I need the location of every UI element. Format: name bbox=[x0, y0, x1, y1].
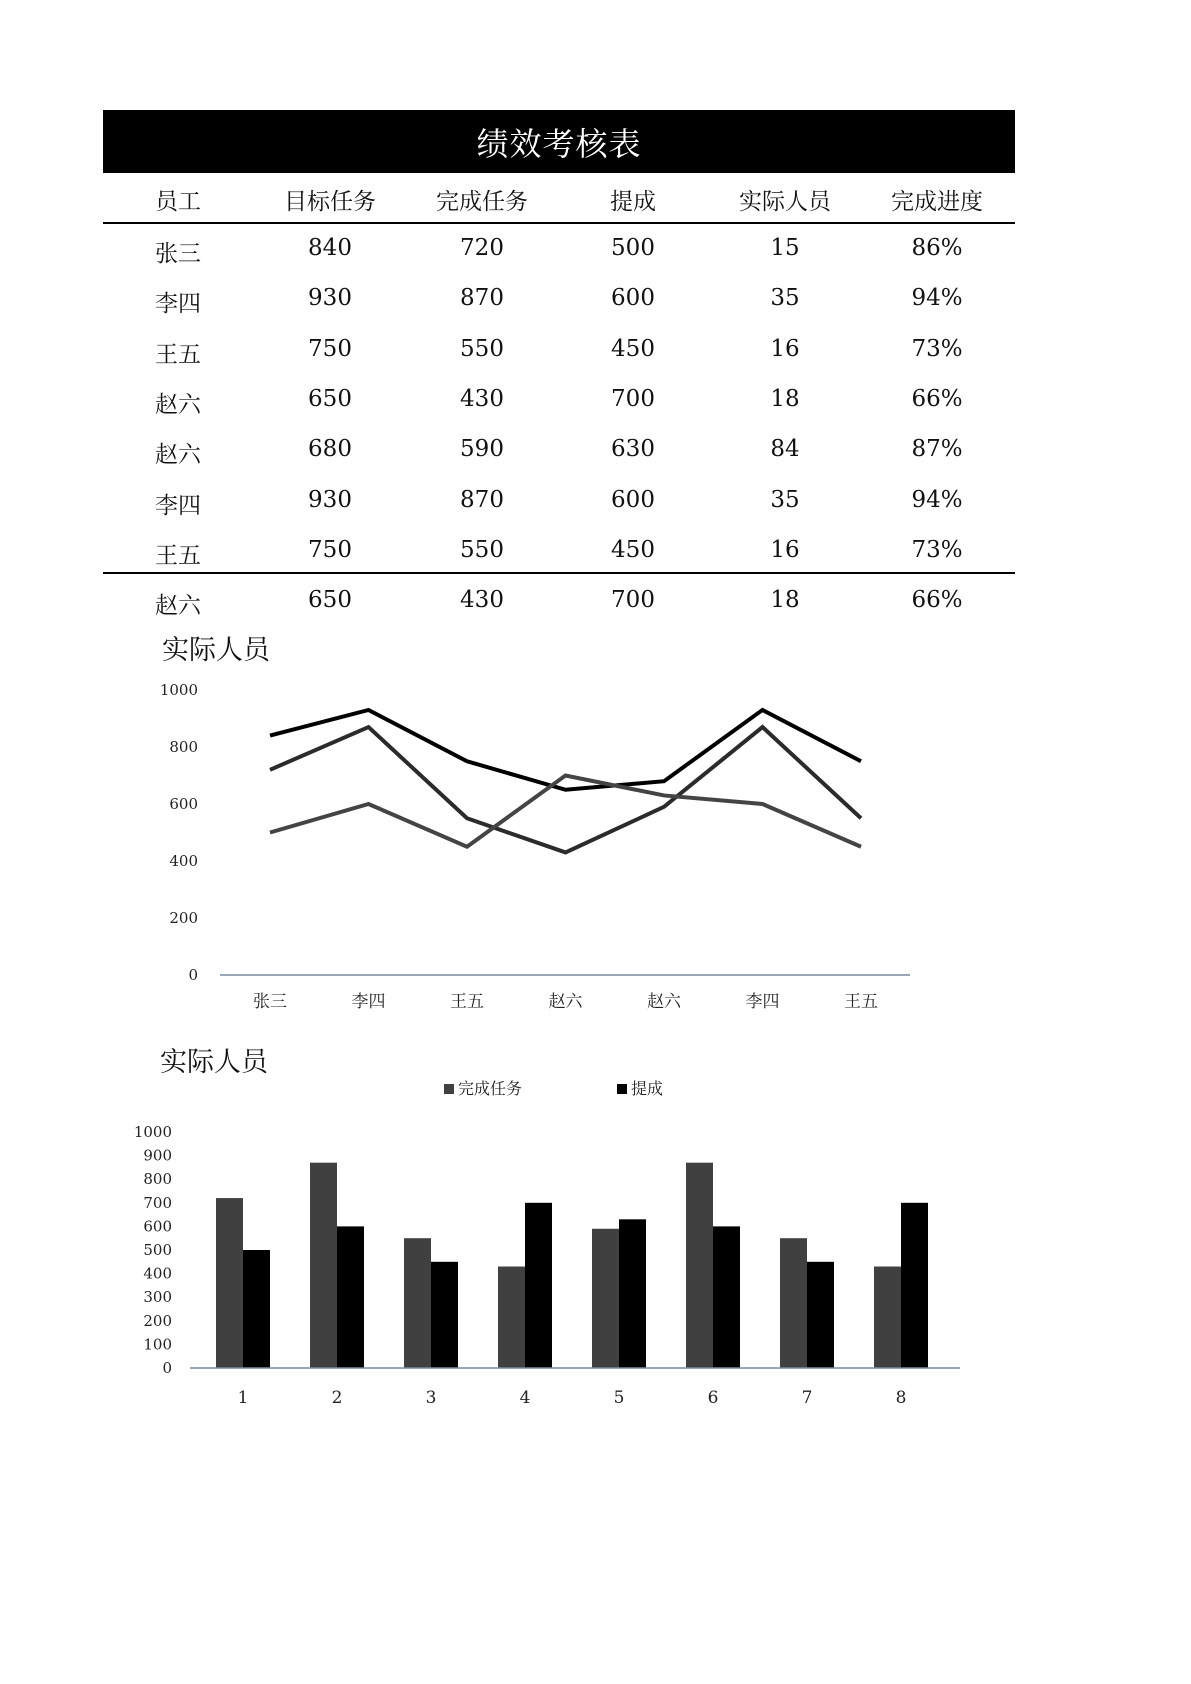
table-cell: 750 bbox=[308, 335, 352, 362]
bar-commission bbox=[431, 1262, 458, 1368]
bar-commission bbox=[337, 1226, 364, 1368]
table-cell: 35 bbox=[770, 285, 800, 312]
x-tick-label: 7 bbox=[801, 1388, 813, 1408]
table-header-cell: 提成 bbox=[610, 189, 656, 215]
table-row bbox=[103, 376, 1015, 426]
y-tick-label: 1000 bbox=[133, 1123, 172, 1141]
table-cell: 430 bbox=[460, 587, 504, 614]
table-cell: 930 bbox=[308, 285, 352, 312]
y-tick-label: 800 bbox=[169, 738, 198, 756]
bar-chart-legend bbox=[444, 1079, 663, 1098]
table-cell: 73% bbox=[911, 335, 963, 362]
x-tick-label: 赵六 bbox=[548, 992, 583, 1012]
x-tick-label: 2 bbox=[331, 1388, 343, 1408]
y-tick-label: 500 bbox=[143, 1241, 172, 1259]
bar-commission bbox=[713, 1226, 740, 1368]
table-cell: 930 bbox=[308, 486, 352, 513]
x-tick-label: 1 bbox=[237, 1388, 249, 1408]
bar-completed bbox=[780, 1238, 807, 1368]
y-tick-label: 700 bbox=[143, 1193, 172, 1212]
table-cell: 870 bbox=[460, 486, 504, 513]
table-cell: 张三 bbox=[155, 241, 201, 267]
table-cell: 赵六 bbox=[155, 391, 201, 418]
table-row bbox=[103, 477, 1015, 527]
x-tick-label: 6 bbox=[707, 1388, 719, 1408]
legend-label: 完成任务 bbox=[458, 1079, 523, 1098]
table-cell: 66% bbox=[911, 385, 963, 412]
y-tick-label: 600 bbox=[143, 1217, 172, 1236]
y-tick-label: 100 bbox=[143, 1335, 172, 1354]
bar-commission bbox=[619, 1219, 646, 1368]
table-cell: 86% bbox=[911, 235, 963, 261]
table-cell: 700 bbox=[611, 385, 655, 412]
table-row bbox=[103, 225, 1015, 275]
table-cell: 750 bbox=[308, 536, 352, 563]
bar-commission bbox=[243, 1250, 270, 1368]
bar-completed bbox=[874, 1267, 901, 1368]
legend-label: 提成 bbox=[631, 1079, 664, 1098]
bar-completed bbox=[498, 1267, 525, 1368]
table-cell: 18 bbox=[770, 587, 800, 614]
table-cell: 650 bbox=[308, 385, 352, 412]
y-tick-label: 200 bbox=[143, 1311, 172, 1330]
table-cell: 450 bbox=[611, 536, 655, 563]
table-cell: 15 bbox=[770, 235, 800, 261]
table-cell: 870 bbox=[460, 285, 504, 312]
table-bottom-divider bbox=[103, 572, 1015, 574]
x-tick-label: 王五 bbox=[844, 992, 878, 1012]
y-tick-label: 300 bbox=[143, 1288, 172, 1307]
table-cell: 840 bbox=[308, 235, 352, 261]
y-tick-label: 1000 bbox=[159, 681, 198, 699]
y-tick-label: 200 bbox=[169, 909, 198, 927]
bar-completed bbox=[216, 1198, 243, 1368]
series-line-3 bbox=[270, 776, 861, 847]
table-cell: 550 bbox=[460, 536, 504, 563]
bar-commission bbox=[807, 1262, 834, 1368]
x-tick-label: 8 bbox=[895, 1388, 907, 1408]
table-header-cell: 目标任务 bbox=[284, 189, 376, 215]
bar-completed bbox=[686, 1163, 713, 1368]
table-cell: 王五 bbox=[155, 341, 201, 368]
report-title-bar bbox=[103, 110, 1015, 173]
table-cell: 王五 bbox=[155, 542, 201, 569]
legend-swatch bbox=[444, 1084, 454, 1094]
table-header-cell: 完成任务 bbox=[436, 189, 528, 215]
line-chart bbox=[0, 670, 1191, 1050]
table-cell: 650 bbox=[308, 587, 352, 614]
table-cell: 73% bbox=[911, 536, 963, 563]
y-tick-label: 0 bbox=[162, 1359, 172, 1377]
table-row bbox=[103, 527, 1015, 577]
bar-chart-title: 实际人员 bbox=[160, 1047, 268, 1078]
y-tick-label: 900 bbox=[143, 1146, 172, 1165]
table-cell: 700 bbox=[611, 587, 655, 614]
table-cell: 680 bbox=[308, 436, 352, 463]
x-tick-label: 5 bbox=[613, 1388, 625, 1408]
report-title: 绩效考核表 bbox=[476, 124, 642, 163]
y-tick-label: 600 bbox=[169, 795, 198, 813]
table-row bbox=[103, 275, 1015, 325]
x-tick-label: 4 bbox=[519, 1388, 531, 1408]
table-cell: 16 bbox=[770, 536, 800, 563]
x-tick-label: 王五 bbox=[450, 992, 484, 1012]
table-header-cell: 完成进度 bbox=[891, 189, 983, 215]
table-cell: 16 bbox=[770, 335, 800, 362]
x-tick-label: 李四 bbox=[351, 992, 386, 1012]
table-cell: 430 bbox=[460, 385, 504, 412]
y-tick-label: 400 bbox=[143, 1264, 172, 1283]
table-cell: 450 bbox=[611, 335, 655, 362]
table-row bbox=[103, 426, 1015, 476]
table-cell: 500 bbox=[611, 235, 655, 261]
bar-commission bbox=[901, 1203, 928, 1368]
table-cell: 630 bbox=[611, 436, 655, 463]
table-cell: 550 bbox=[460, 335, 504, 362]
table-cell: 600 bbox=[611, 486, 655, 513]
table-cell: 35 bbox=[770, 486, 800, 513]
table-cell: 18 bbox=[770, 385, 800, 412]
table-row bbox=[103, 577, 1015, 627]
table-cell: 84 bbox=[770, 436, 800, 463]
table-header-cell: 员工 bbox=[155, 189, 201, 215]
table-cell: 66% bbox=[911, 587, 963, 614]
table-header-cell: 实际人员 bbox=[739, 189, 831, 215]
table-header-row bbox=[103, 173, 1015, 223]
y-tick-label: 800 bbox=[143, 1170, 172, 1189]
table-cell: 87% bbox=[911, 436, 963, 463]
x-tick-label: 李四 bbox=[745, 992, 780, 1012]
bar-completed bbox=[310, 1163, 337, 1368]
table-cell: 李四 bbox=[155, 291, 201, 318]
table-cell: 590 bbox=[460, 436, 504, 463]
table-cell: 赵六 bbox=[155, 442, 201, 469]
bar-completed bbox=[592, 1229, 619, 1368]
x-tick-label: 赵六 bbox=[647, 992, 681, 1012]
table-row bbox=[103, 326, 1015, 376]
line-chart-title: 实际人员 bbox=[162, 635, 270, 666]
y-tick-label: 400 bbox=[169, 852, 198, 870]
bar-completed bbox=[404, 1238, 431, 1368]
legend-swatch bbox=[617, 1084, 627, 1094]
table-cell: 720 bbox=[460, 235, 504, 261]
table-cell: 李四 bbox=[155, 492, 201, 519]
table-cell: 94% bbox=[911, 486, 963, 513]
bar-commission bbox=[525, 1203, 552, 1368]
table-cell: 赵六 bbox=[155, 593, 201, 620]
table-cell: 94% bbox=[911, 285, 963, 312]
bar-chart bbox=[0, 1070, 1191, 1410]
table-header-divider bbox=[103, 222, 1015, 224]
x-tick-label: 张三 bbox=[253, 992, 287, 1012]
y-tick-label: 0 bbox=[188, 966, 198, 984]
x-tick-label: 3 bbox=[425, 1388, 437, 1408]
table-cell: 600 bbox=[611, 285, 655, 312]
